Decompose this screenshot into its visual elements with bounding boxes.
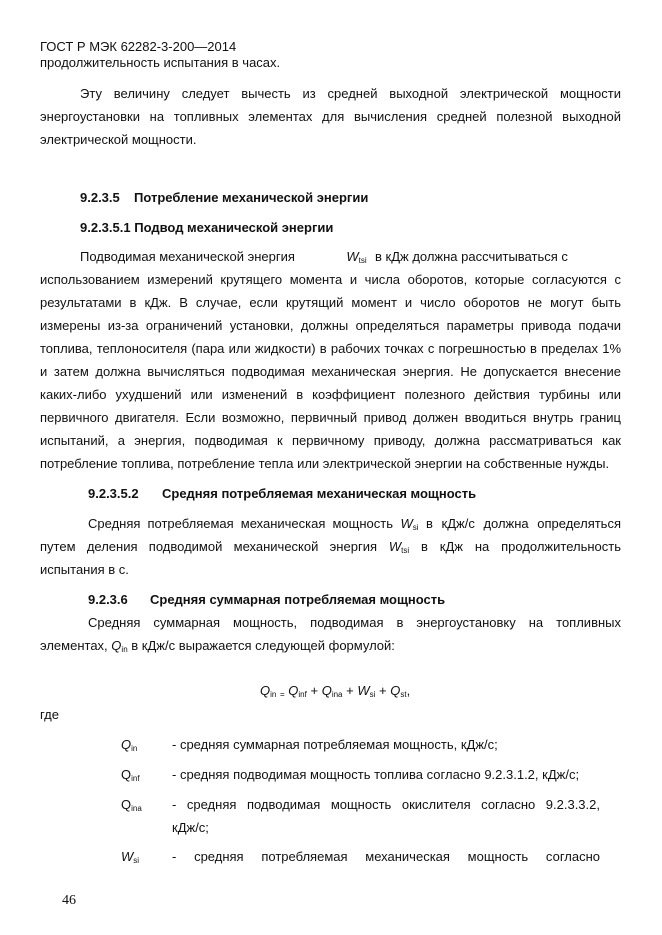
def-text-qinf: - средняя подводимая мощность топлива согласно 9.2.3.1.2, кДж/с; xyxy=(172,767,580,782)
header-subtitle: продолжительность испытания в часах. xyxy=(40,55,281,70)
def-symbol-qinf: $Q_{inf}$ xyxy=(121,767,140,783)
para3-line1-a: Средняя потребляемая механическая мощность xyxy=(88,516,393,531)
para3-line2-symbol: $W_{tsi}$ xyxy=(388,539,410,555)
para2-line1 xyxy=(80,249,621,269)
def-symbol-qina: $Q_{ina}$ xyxy=(121,797,142,813)
para1-line2: энергоустановки на топливных элементах для вычисления средней полезной выходной xyxy=(40,109,621,124)
para1-line1: Эту величину следует вычесть из средней выходной электрической мощности xyxy=(80,86,621,101)
section-9-2-3-5-2-title: Средняя потребляемая механическая мощность xyxy=(162,486,477,501)
para2-line6: и затем должна вычисляться подводимая механическая энергия. Не допускается внесение xyxy=(40,364,621,379)
para2-line1-a: Подводимая механической энергия xyxy=(80,249,295,264)
para1-line3: электрической мощности. xyxy=(40,132,197,147)
para2-line2: использованием измерений крутящего момента и числа оборотов, которые согласуются с xyxy=(40,272,621,287)
section-9-2-3-5-1-number: 9.2.3.5.1 xyxy=(80,220,131,235)
section-9-2-3-5-2-number: 9.2.3.5.2 xyxy=(88,486,139,501)
section-9-2-3-5-1-title: Подвод механической энергии xyxy=(134,220,334,235)
where-label: где xyxy=(40,707,59,722)
para3-line2-b: в кДж на продолжительность xyxy=(421,539,621,554)
para4-line2-b: в кДж/с выражается следующей формулой: xyxy=(131,638,395,653)
para2-line3: результатами в кДж. В случае, если крутящий момент и число оборотов не могут быть xyxy=(40,295,621,310)
page-number: 46 xyxy=(62,893,76,908)
para2-line1-symbol: $W_{tsi}$ xyxy=(346,249,367,265)
para4-line2-a: элементах, xyxy=(40,638,108,653)
def-text-qin: - средняя суммарная потребляемая мощность, кДж/с; xyxy=(172,737,498,752)
section-9-2-3-6-number: 9.2.3.6 xyxy=(88,592,128,607)
section-9-2-3-5-title: Потребление механической энергии xyxy=(134,190,369,205)
para3-line1-b: в кДж/с должна определяться xyxy=(426,516,621,531)
def-text-qina: - средняя подводимая мощность окислителя согласно 9.2.3.3.2, xyxy=(172,797,600,812)
section-9-2-3-5-number: 9.2.3.5 xyxy=(80,190,120,205)
formula-total-power: $Q_{in}$ $_=$ $Q_{inf} + Q_{ina} + W_{si} + Q_{st}$, xyxy=(260,683,411,699)
def-symbol-qin: $Q_{in}$ xyxy=(121,737,138,753)
para2-line5: топлива, теплоносителя (пара или жидкости) в рабочих точках с погрешностью в пределах 1% xyxy=(40,341,621,356)
def-text-qina-cont: кДж/с; xyxy=(172,820,209,835)
para4-line2 xyxy=(40,638,621,658)
para2-line9: испытаний, а энергия, подводимая к первичному приводу, должна рассматриваться как xyxy=(40,433,621,448)
para2-line8: первичного двигателя. Если возможно, первичный привод должен вводиться внутрь границ xyxy=(40,410,621,425)
para2-line10: потребление топлива, потребление тепла или электрической энергии на собственные нужды. xyxy=(40,456,610,471)
document-header: ГОСТ Р МЭК 62282-3-200—2014 xyxy=(40,39,237,54)
para4-line1: Средняя суммарная мощность, подводимая в энергоустановку на топливных xyxy=(88,615,621,630)
section-9-2-3-5-1-heading xyxy=(80,220,333,235)
def-symbol-wsi: $W_{si}$ xyxy=(121,849,140,865)
def-text-wsi: - средняя потребляемая механическая мощность согласно xyxy=(172,849,600,864)
para3-line1-symbol: $W_{si}$ xyxy=(400,516,419,532)
para2-line4: измерены из-за ограничений установки, должны определяться параметры привода подачи xyxy=(40,318,621,333)
para4-line2-symbol: $Q_{in}$ xyxy=(111,638,128,654)
para3-line2 xyxy=(40,539,621,559)
section-9-2-3-6-title: Средняя суммарная потребляемая мощность xyxy=(150,592,446,607)
para2-line1-b: в кДж должна рассчитываться с xyxy=(375,249,568,264)
para2-line7: каких-либо ухудшений или изменений в коэффициент полезного действия турбины или xyxy=(40,387,621,402)
para3-line2-a: путем деления подводимой механической энергия xyxy=(40,539,377,554)
para3-line1 xyxy=(88,516,621,536)
para3-line3: испытания в с. xyxy=(40,562,129,577)
